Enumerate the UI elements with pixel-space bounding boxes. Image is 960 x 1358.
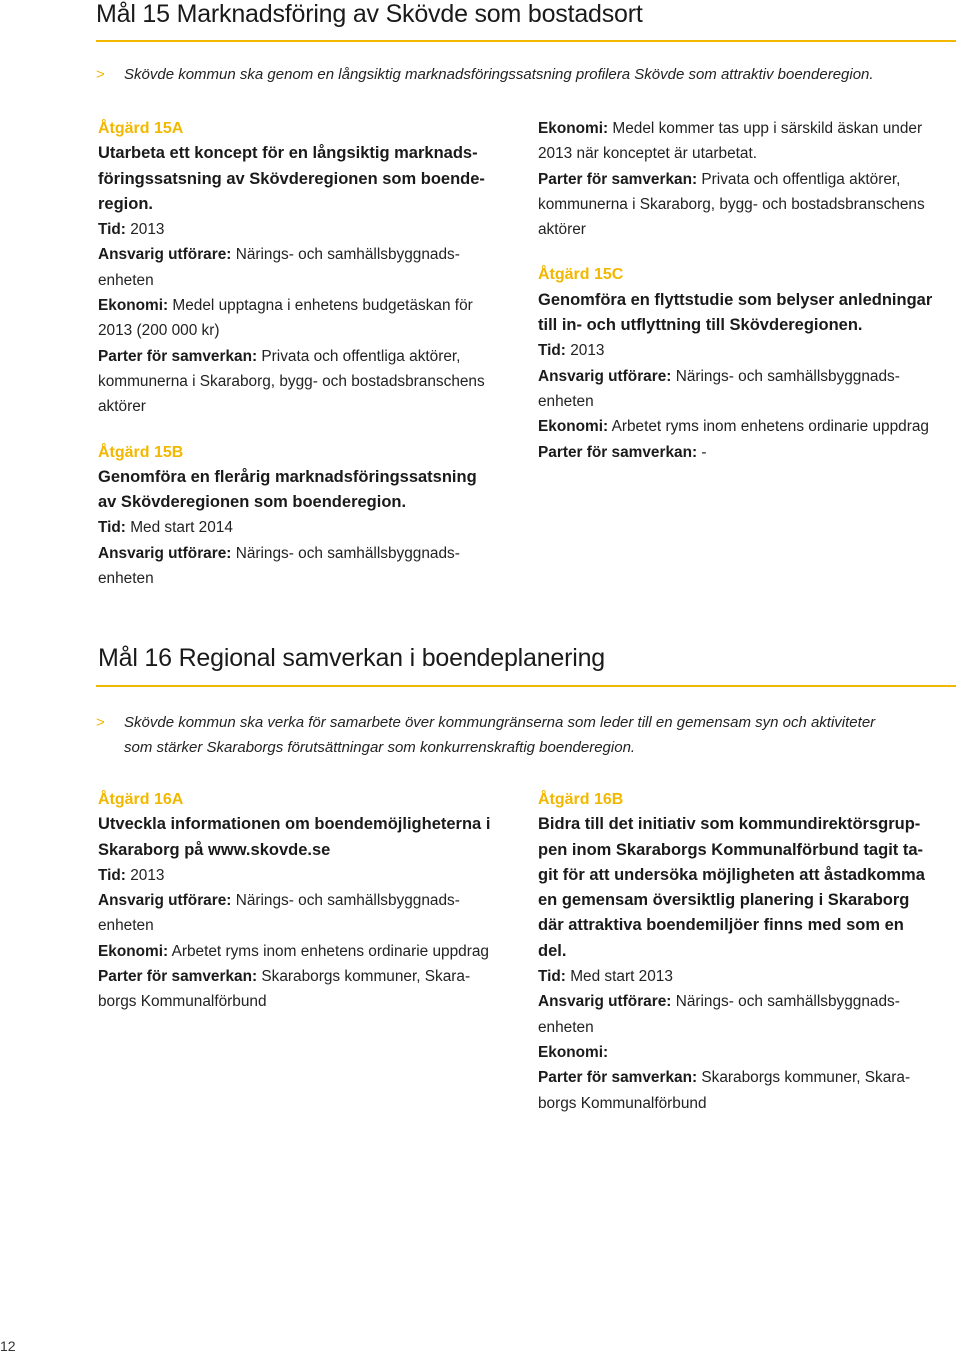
- action-15c-title-line: Genomföra en flyttstudie som belyser anledningar: [538, 290, 933, 309]
- action-15a-parter-cont: aktörer: [98, 398, 146, 416]
- chevron-right-icon: >: [96, 66, 105, 83]
- action-16b-ansvarig: Ansvarig utförare: Närings- och samhällsbyggnads-: [538, 993, 900, 1011]
- action-15a-cont-ekonomi: Ekonomi: Medel kommer tas upp i särskild äskan under: [538, 120, 923, 137]
- action-15c-tid: Tid: 2013: [538, 342, 605, 360]
- goal-15-intro-text: Skövde kommun ska genom en långsiktig marknadsföringssatsning profilera Skövde som attraktiv boenderegion.: [124, 66, 874, 83]
- goal-16-heading: Mål 16 Regional samverkan i boendeplanering: [98, 644, 606, 672]
- action-15b-title-line: av Skövderegionen som boenderegion.: [98, 493, 407, 512]
- action-15b-title-line: Genomföra en flerårig marknadsföringssatsning: [98, 467, 477, 486]
- goal-15-heading: Mål 15 Marknadsföring av Skövde som bostadsort: [96, 0, 643, 28]
- action-15b-ansvarig-cont: enheten: [98, 570, 154, 588]
- goal-15-divider: [96, 40, 956, 42]
- action-15c-parter: Parter för samverkan: -: [538, 443, 707, 461]
- action-15a-ekonomi-cont: 2013 (200 000 kr): [98, 322, 220, 340]
- action-15a-ansvarig: Ansvarig utförare: Närings- och samhällsbyggnads-: [98, 246, 460, 264]
- action-15a-cont-parter: Parter för samverkan: Privata och offentliga aktörer,: [538, 170, 901, 188]
- action-15c-ansvarig: Ansvarig utförare: Närings- och samhällsbyggnads-: [538, 367, 900, 385]
- goal-16-left-column: [98, 787, 518, 1015]
- goal-16-divider: [96, 685, 956, 687]
- chevron-right-icon: >: [96, 714, 105, 731]
- action-16b-title-line: där attraktiva boendemiljöer finns med som en: [538, 916, 904, 935]
- action-16b-title-line: del.: [538, 941, 567, 960]
- action-16a-ansvarig: Ansvarig utförare: Närings- och samhällsbyggnads-: [98, 892, 460, 910]
- goal-16-intro: [96, 710, 956, 760]
- action-16b-title-line: Bidra till det initiativ som kommundirektörsgrup-: [538, 815, 921, 834]
- action-16a-tag: Åtgärd 16A: [98, 791, 184, 808]
- goal-16-right-column: [538, 787, 956, 1116]
- action-15c-title-line: till in- och utflyttning till Skövderegionen.: [538, 316, 863, 335]
- action-16a-parter: Parter för samverkan: Skaraborgs kommuner, Skara-: [98, 968, 471, 986]
- action-16a-ekonomi: Ekonomi: Arbetet ryms inom enhetens ordinarie uppdrag: [98, 942, 489, 960]
- action-15a-cont-parter-cont: kommunerna i Skaraborg, bygg- och bostadsbranschens: [538, 195, 925, 213]
- action-16b-ekonomi: Ekonomi:: [538, 1043, 609, 1061]
- action-15c-tag: Åtgärd 15C: [538, 266, 624, 284]
- action-16b-parter: Parter för samverkan: Skaraborgs kommuner, Skara-: [538, 1069, 911, 1087]
- action-15b-tag: Åtgärd 15B: [98, 443, 184, 461]
- action-15a-cont-parter-cont: aktörer: [538, 221, 586, 239]
- action-16b-ansvarig-cont: enheten: [538, 1018, 594, 1036]
- action-15b-tid: Tid: Med start 2014: [98, 519, 233, 537]
- action-15a-title-line: region.: [98, 194, 154, 213]
- action-15a-cont-ekonomi-cont: 2013 när konceptet är utarbetat.: [538, 145, 758, 163]
- action-15a-tid: Tid: 2013: [98, 221, 165, 239]
- action-15b-ansvarig: Ansvarig utförare: Närings- och samhällsbyggnads-: [98, 544, 460, 562]
- action-15a-parter: Parter för samverkan: Privata och offentliga aktörer,: [98, 347, 461, 365]
- action-16b-title-line: pen inom Skaraborgs Kommunalförbund tagit ta-: [538, 840, 924, 859]
- goal-15-right-column: [538, 116, 956, 465]
- page-number: 12: [0, 1338, 16, 1354]
- action-16a-parter-cont: borgs Kommunalförbund: [98, 993, 267, 1011]
- action-15a-title-line: Utarbeta ett koncept för en långsiktig marknads-: [98, 144, 478, 163]
- action-16a-title-line: Skaraborg på www.skovde.se: [98, 840, 331, 859]
- goal-15-intro: [96, 62, 956, 87]
- goal-15-left-column: [98, 116, 518, 591]
- action-15a-parter-cont: kommunerna i Skaraborg, bygg- och bostadsbranschens: [98, 372, 485, 390]
- action-16b-parter-cont: borgs Kommunalförbund: [538, 1094, 707, 1112]
- action-16a-title-line: Utveckla informationen om boendemöjligheterna i: [98, 815, 491, 834]
- action-16a-tid: Tid: 2013: [98, 866, 165, 884]
- action-15a-ekonomi: Ekonomi: Medel upptagna i enhetens budgetäskan för: [98, 297, 473, 315]
- action-16b-tid: Tid: Med start 2013: [538, 968, 673, 986]
- action-16a-ansvarig-cont: enheten: [98, 917, 154, 935]
- action-15a-tag: Åtgärd 15A: [98, 120, 184, 137]
- action-16b-title-line: git för att undersöka möjligheten att åstadkomma: [538, 865, 925, 884]
- action-15a-ansvarig-cont: enheten: [98, 271, 154, 289]
- action-15c-ansvarig-cont: enheten: [538, 392, 594, 410]
- action-16b-tag: Åtgärd 16B: [538, 791, 624, 808]
- action-16b-title-line: en gemensam översiktlig planering i Skaraborg: [538, 891, 910, 910]
- action-15a-title-line: föringssatsning av Skövderegionen som boende-: [98, 169, 485, 188]
- goal-16-intro-text: Skövde kommun ska verka för samarbete över kommungränserna som leder till en gemensam syn och aktiviteter som stärker Skaraborgs förutsättningar som konkurrenskraftig boenderegion.: [124, 714, 876, 756]
- action-15c-ekonomi: Ekonomi: Arbetet ryms inom enhetens ordinarie uppdrag: [538, 418, 929, 436]
